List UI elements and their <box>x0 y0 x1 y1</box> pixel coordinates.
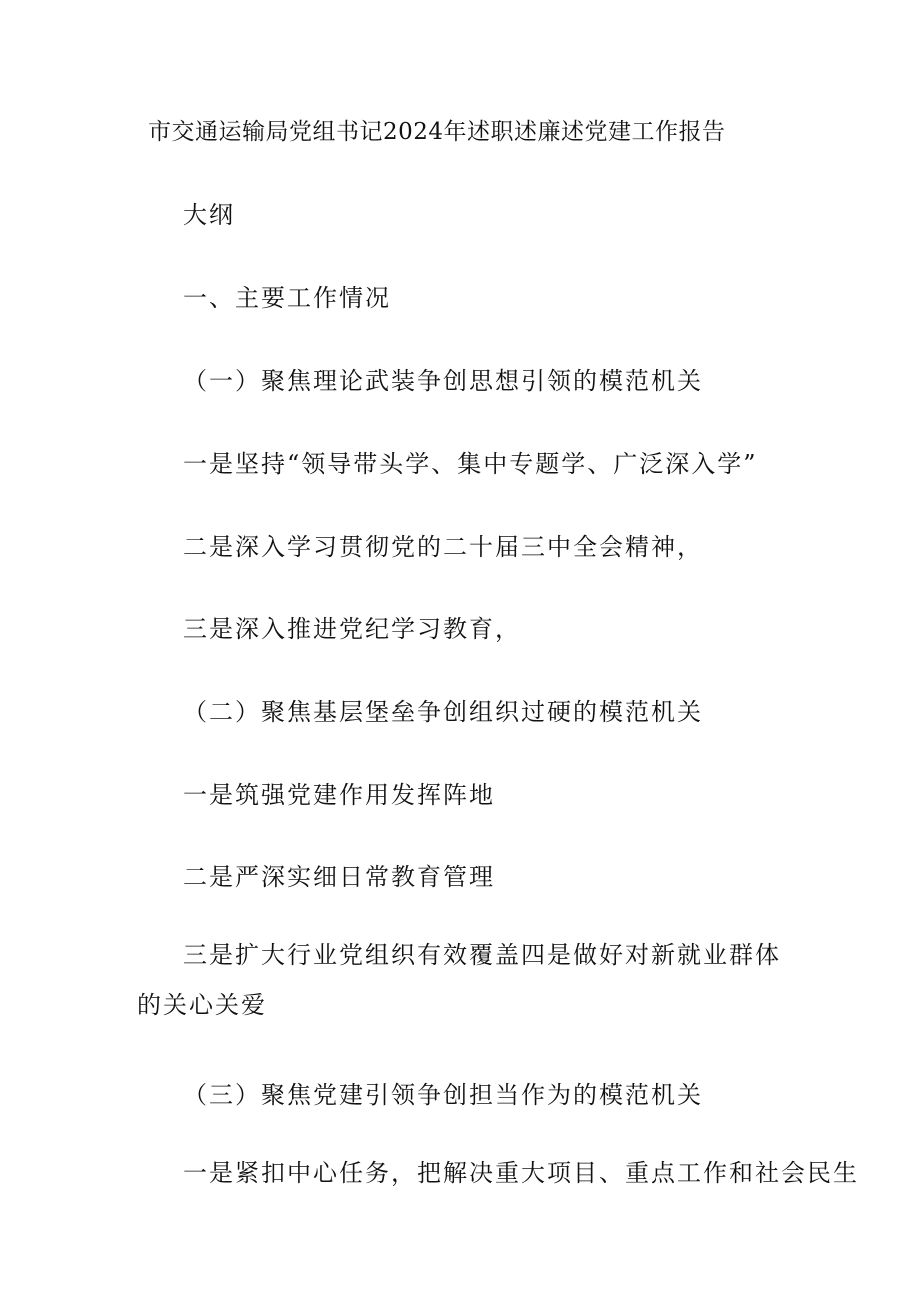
list-item: 三是深入推进党纪学习教育， <box>183 615 521 643</box>
list-item: 二是严深实细日常教育管理 <box>183 863 495 891</box>
section-heading-1: 一、主要工作情况 <box>183 284 391 312</box>
outline-label: 大纲 <box>183 201 235 229</box>
list-item: 一是紧扣中心任务，把解决重大项目、重点工作和社会民生 <box>183 1159 859 1187</box>
list-item: 二是深入学习贯彻党的二十届三中全会精神， <box>183 533 703 561</box>
document-title: 市交通运输局党组书记2024年述职述廉述党建工作报告 <box>148 119 726 145</box>
subsection-heading-2: （二）聚焦基层堡垒争创组织过硬的模范机关 <box>183 698 703 726</box>
list-item: 一是坚持“领导带头学、集中专题学、广泛深入学” <box>183 450 758 478</box>
subsection-heading-1: （一）聚焦理论武装争创思想引领的模范机关 <box>183 367 703 395</box>
list-item: 一是筑强党建作用发挥阵地 <box>183 781 495 809</box>
list-item-wrapped: 三是扩大行业党组织有效覆盖四是做好对新就业群体的关心关爱 <box>137 941 781 1019</box>
subsection-heading-3: （三）聚焦党建引领争创担当作为的模范机关 <box>183 1081 703 1109</box>
